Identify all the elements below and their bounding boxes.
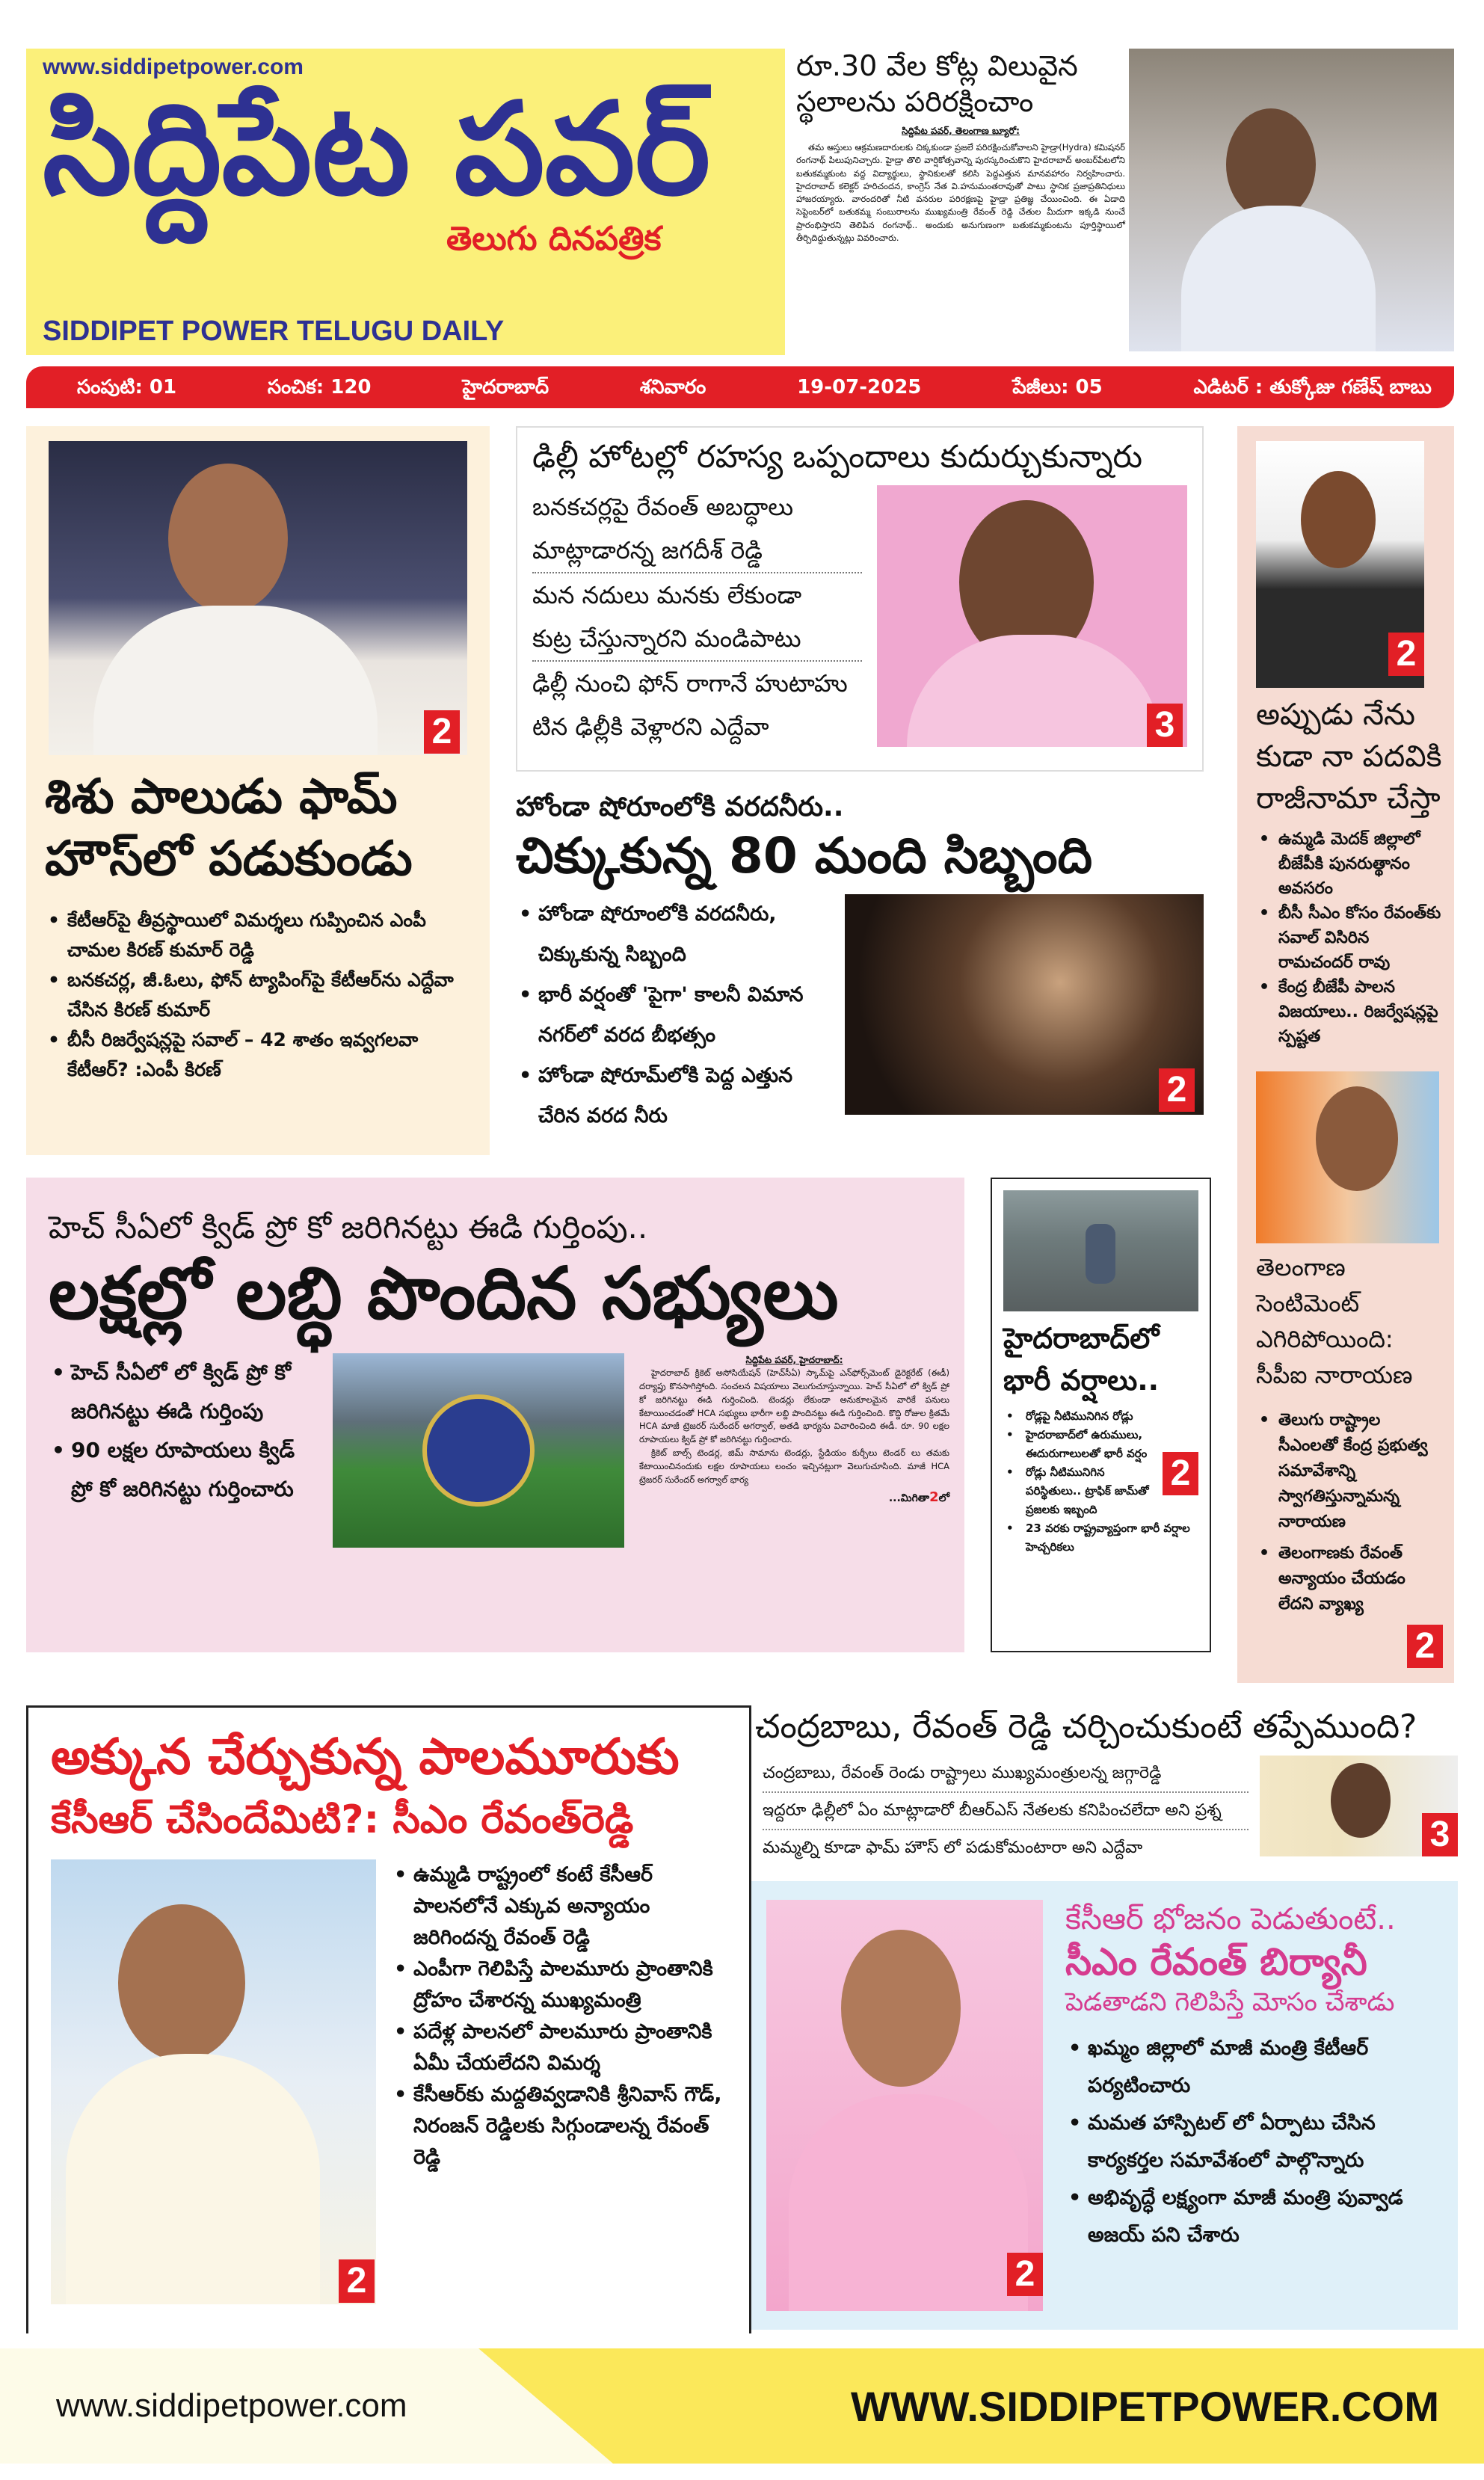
story-hca-headline[interactable]: లక్షల్లో లబ్ధి పొందిన సభ్యులు bbox=[49, 1251, 839, 1335]
line: చంద్రబాబు, రేవంత్ రెండు రాష్ట్రాలు ముఖ్యమంత్రులన్న జగ్గారెడ్డి bbox=[763, 1756, 1249, 1793]
story-honda bbox=[516, 790, 1204, 1136]
day: శనివారం bbox=[639, 376, 706, 399]
story-hca-bullets bbox=[49, 1353, 333, 1548]
story-rain-page-badge: 2 bbox=[1163, 1452, 1198, 1495]
masthead-english-name: SIDDIPET POWER TELUGU DAILY bbox=[43, 316, 505, 347]
story-rain-bullets bbox=[1003, 1407, 1198, 1557]
top-story-body: తమ ఆస్తులు ఆక్రమణదారులకు చిక్కకుండా ప్రజలే పరిరక్షించుకోవాలని హైడ్రా(Hydra) కమిషనర్ రంగనాథ్ పిలుపునిచ్చారు. హైడ్రా తొలి వార్షికోత్సవాన్ని పురస్కరించుకొని హైదరాబాద్ అంబర్‌పేటలోని బతుకమ్మకుంట వద్ద విద్యార్థులు, స్థానికులతో కలిసి పెద్దఎత్తున మానవహారం నిర్వహించారు. హైదరాబాద్ కలెక్టర్ హరిచందన, కాంగ్రెస్ నేత వి.హనుమంతరావుతో పాటు స్థానిక ప్రజాప్రతినిధులు హాజరయ్యారు. వారందరితో నీటి వనరుల పరిరక్షణపై హైడ్రా ప్రతిజ్ఞ చేయించింది. ఈ ఏడాది సెప్టెంబర్‌లో బతుకమ్మ సంబురాలను ముఖ్యమంత్రి రేవంత్ రెడ్డి చేతుల మీదుగా ఇక్కడి నుంచే ప్రారంభిస్తారని తెలిపిన రంగనాథ్.. అందుకు అనుగుణంగా బతుకమ్మకుంటను పూర్తిస్థాయిలో తీర్చిదిద్దుతున్నట్లు వివరించారు. bbox=[796, 142, 1125, 243]
story-delhi-page-badge: 3 bbox=[1147, 704, 1183, 747]
line: టిన ఢిల్లీకి వెళ్లారని ఎద్దేవా bbox=[532, 712, 769, 741]
story-hca bbox=[26, 1178, 964, 1652]
story-chandrababu-photo bbox=[1260, 1756, 1458, 1856]
story-rain-headline[interactable]: హైదరాబాద్‌లో భారీ వర్షాలు.. bbox=[1003, 1322, 1160, 1397]
bullet: • హెచ్ సీఏలో లో క్విడ్ ప్రో కో జరిగినట్టు ఈడి గుర్తింపు bbox=[49, 1353, 321, 1431]
story-chandrababu-lines bbox=[755, 1756, 1260, 1866]
story-right1-photo bbox=[1256, 441, 1424, 688]
story-ktr-page-badge: 2 bbox=[1007, 2253, 1043, 2296]
bullet: • పదేళ్ల పాలనలో పాలమూరు ప్రాంతానికి ఏమీ చేయలేదని విమర్శ bbox=[391, 2016, 734, 2079]
story-left bbox=[26, 426, 490, 1155]
story-delhi bbox=[516, 426, 1204, 772]
top-story-dateline: సిద్దిపేట పవర్, తెలంగాణ బ్యూరో: bbox=[902, 126, 1020, 136]
story-hca-photo bbox=[333, 1353, 624, 1548]
continued-page: 2 bbox=[929, 1489, 939, 1505]
story-right2-headline[interactable]: తెలంగాణ సెంటిమెంట్ ఎగిరిపోయింది: సీపీఐ నారాయణ bbox=[1256, 1253, 1413, 1389]
story-chandrababu bbox=[751, 1705, 1458, 1866]
story-honda-bullets bbox=[516, 894, 845, 1136]
story-ktr-headline-1[interactable]: కేసీఆర్ భోజనం పెడుతుంటే.. bbox=[1065, 1902, 1396, 1937]
masthead bbox=[26, 49, 785, 355]
footer-right-url[interactable]: WWW.SIDDIPETPOWER.COM bbox=[850, 2382, 1439, 2430]
bullet: • ఖమ్మం జిల్లాలో మాజీ మంత్రి కేటీఆర్ పర్యటించారు bbox=[1065, 2030, 1450, 2105]
bullet: • కేసీఆర్‌కు మద్దతివ్వడానికి శ్రీనివాస్ గౌడ్, నిరంజన్ రెడ్డిలకు సిగ్గుండాలన్న రేవంత్ రెడ్డి bbox=[391, 2079, 734, 2173]
story-honda-kicker: హోండా షోరూంలోకి వరదనీరు.. bbox=[516, 792, 844, 822]
bullet: • తెలంగాణకు రేవంత్ అన్యాయం చేయడం లేదని వ్యాఖ్య bbox=[1256, 1541, 1443, 1617]
footer bbox=[0, 2348, 1484, 2464]
story-chandrababu-page-badge: 3 bbox=[1422, 1813, 1458, 1856]
pages: పేజీలు: 05 bbox=[1012, 376, 1103, 399]
bullet: • 23 వరకు రాష్ట్రవ్యాప్తంగా భారీ వర్షాల హెచ్చరికలు bbox=[1003, 1519, 1198, 1557]
bullet: • హోండా షోరూంలోకి వరదనీరు, చిక్కుకున్న సిబ్బంది bbox=[516, 894, 837, 975]
story-palamuru-page-badge: 2 bbox=[339, 2259, 375, 2303]
masthead-website[interactable]: www.siddipetpower.com bbox=[43, 55, 304, 79]
bullet: • ఎంపీగా గెలిపిస్తే పాలమూరు ప్రాంతానికి ద్రోహం చేశారన్న ముఖ్యమంత్రి bbox=[391, 1954, 734, 2016]
story-right1-bullets bbox=[1256, 827, 1443, 1049]
story-ktr-photo bbox=[766, 1900, 1043, 2311]
top-story-headline-1[interactable]: రూ.30 వేల కోట్ల విలువైన bbox=[796, 49, 1078, 82]
masthead-tagline: తెలుగు దినపత్రిక bbox=[446, 220, 662, 258]
bullet: • ఉమ్మడి మెదక్ జిల్లాలో బీజేపీకి పునరుత్థానం అవసరం bbox=[1256, 827, 1443, 901]
story-rain bbox=[991, 1178, 1211, 1652]
story-right2-photo bbox=[1256, 1071, 1439, 1243]
bullet: • రోడ్లు నీటిమునిగిన పరిస్థితులు.. ట్రాఫిక్ జామ్‌తో ప్రజలకు ఇబ్బంది bbox=[1003, 1463, 1198, 1519]
story-hca-dateline: సిద్దిపేట పవర్, హైదరాబాద్: bbox=[745, 1354, 843, 1365]
story-ktr-headline-3[interactable]: పెడతాడని గెలిపిస్తే మోసం చేశాడు bbox=[1065, 1987, 1395, 2017]
story-delhi-lines bbox=[532, 485, 877, 748]
bullet: • హోండా షోరూమ్‌లోకి పెద్ద ఎత్తున చేరిన వరద నీరు bbox=[516, 1056, 837, 1136]
story-left-page-badge: 2 bbox=[424, 710, 460, 754]
story-palamuru-headline-2[interactable]: కేసీఆర్ చేసిందేమిటి?: సీఎం రేవంత్‌రెడ్డి bbox=[51, 1797, 634, 1842]
top-story-headline-2[interactable]: స్థలాలను పరిరక్షించాం bbox=[796, 84, 1034, 118]
story-left-photo bbox=[49, 441, 467, 755]
story-left-headline[interactable]: శిశు పాలుడు ఫామ్ హౌస్‌లో పడుకుండు bbox=[45, 769, 413, 887]
masthead-title: సిద్దిపేట పవర్ bbox=[43, 76, 711, 224]
line: మమ్మల్ని కూడా ఫామ్ హౌస్ లో పడుకోమంటారా అని ఎద్దేవా bbox=[763, 1839, 1143, 1858]
continued[interactable] bbox=[639, 1487, 949, 1508]
bullet: • 90 లక్షల రూపాయలు క్విడ్ ప్రో కో జరిగినట్టు గుర్తించారు bbox=[49, 1431, 321, 1509]
info-bar bbox=[26, 366, 1454, 408]
story-right2-page-badge: 2 bbox=[1407, 1625, 1443, 1668]
bullet: • బీసీ రిజర్వేషన్లపై సవాల్ – 42 శాతం ఇవ్వగలవా కేటీఆర్? :ఎంపీ కిరణ్ bbox=[45, 1025, 471, 1085]
continued-suffix: లో bbox=[938, 1492, 949, 1504]
line: బనకచర్లపై రేవంత్ అబద్ధాలు bbox=[532, 492, 794, 521]
story-hca-body-p2: క్రికెట్ బాల్స్ టెండర్ల, జిమ్ సామాను టెండర్లు, స్టేడియం కుర్చీలు టెండర్ లు తమకు కేటాయించినందుకు లక్షల రూపాయలు లంచం ఇచ్చినట్లుగా వెలుగుచూసింది. మాజీ HCA ట్రెజరర్ సురేందర్ అగర్వాల్ భార్య bbox=[639, 1447, 949, 1485]
bullet: • కేంద్ర బీజేపీ పాలన విజయాలు.. రిజర్వేషన్లపై స్పష్టత bbox=[1256, 975, 1443, 1049]
volume: సంపుటి: 01 bbox=[77, 376, 177, 399]
top-story bbox=[796, 49, 1125, 355]
story-right1-headline[interactable]: అప్పుడు నేను కుడా నా పదవికి రాజీనామా చేస్తా bbox=[1256, 698, 1442, 816]
line: ఇద్దరూ ఢిల్లీలో ఏం మాట్లాడారో బీఆర్ఎస్ నేతలకు కనిపించలేదా అని ప్రశ్న bbox=[763, 1793, 1249, 1830]
bullet: • కేటీఆర్‌పై తీవ్రస్థాయిలో విమర్శలు గుప్పించిన ఎంపీ చామల కిరణ్ కుమార్ రెడ్డి bbox=[45, 905, 471, 965]
right-column bbox=[1237, 426, 1454, 1683]
story-right1-page-badge: 2 bbox=[1388, 633, 1424, 676]
hca-logo bbox=[422, 1394, 535, 1507]
editor: ఎడిటర్ : తుక్కోజు గణేష్ బాబు bbox=[1193, 376, 1432, 399]
city: హైదరాబాద్ bbox=[462, 376, 549, 399]
line: ఢిల్లీ నుంచి ఫోన్ రాగానే హుటాహు bbox=[532, 668, 848, 698]
story-honda-headline[interactable]: చిక్కుకున్న 80 మంది సిబ్బంది bbox=[516, 826, 1093, 884]
story-palamuru bbox=[26, 1705, 751, 2333]
story-ktr-headline-2[interactable]: సీఎం రేవంత్ బిర్యానీ bbox=[1065, 1940, 1367, 1984]
date: 19-07-2025 bbox=[797, 376, 922, 399]
story-left-bullets bbox=[45, 905, 471, 1085]
story-chandrababu-headline[interactable]: చంద్రబాబు, రేవంత్ రెడ్డి చర్చించుకుంటే తప్పేముంది? bbox=[755, 1708, 1417, 1746]
story-ktr bbox=[751, 1881, 1458, 2330]
story-hca-kicker: హెచ్ సీఏలో క్విడ్ ప్రో కో జరిగినట్టు ఈడి గుర్తింపు.. bbox=[49, 1209, 648, 1246]
story-delhi-headline[interactable]: ఢిల్లీ హోటల్లో రహస్య ఒప్పందాలు కుదుర్చుకున్నారు bbox=[532, 438, 1142, 475]
story-right2-bullets bbox=[1256, 1408, 1443, 1617]
bullet: • మమత హాస్పిటల్ లో ఏర్పాటు చేసిన కార్యకర్తల సమావేశంలో పాల్గొన్నారు bbox=[1065, 2105, 1450, 2179]
story-palamuru-photo bbox=[51, 1859, 376, 2304]
story-rain-photo bbox=[1003, 1190, 1198, 1311]
top-story-photo bbox=[1129, 49, 1454, 351]
story-palamuru-bullets bbox=[391, 1859, 734, 2304]
bullet: • హైదరాబాద్‌లో ఉరుములు, ఈదురుగాలులతో భారీ వర్షం bbox=[1003, 1426, 1198, 1463]
bullet: • రోడ్లపై నీటిమునిగిన రోడ్లు bbox=[1003, 1407, 1198, 1426]
story-palamuru-headline-1[interactable]: అక్కున చేర్చుకున్న పాలమూరుకు bbox=[51, 1728, 680, 1785]
bullet: • బనకచర్ల, జీ.ఓలు, ఫోన్ ట్యాపింగ్‌పై కేటీఆర్‌ను ఎద్దేవా చేసిన కిరణ్ కుమార్ bbox=[45, 965, 471, 1025]
line: కుట్ర చేస్తున్నారని మండిపాటు bbox=[532, 617, 862, 662]
story-hca-body-p1: హైదరాబాద్ క్రికెట్ అసోసియేషన్ (హెచ్‌సీఏ) స్కామ్‌పై ఎన్‌ఫోర్స్‌మెంట్ డైరెక్టరేట్ (ఈడీ) దర్యాప్తు కొనసాగిస్తోంది. సంచలన విషయాలు వెలుగుచూస్తున్నాయి. హెచ్ సీఏలో లో క్విడ్ ప్రో కో జరిగినట్టు ఈడి గుర్తించింది. టెండర్లు లేకుండా అనుకూలమైన వారికే పనులు కేటాయించడంతో HCA సభ్యులు భారీగా లబ్ది పొందినట్టు ఈడి గుర్తించింది. కొద్ది రోజుల క్రితమే HCA మాజీ ట్రెజరర్ సురేందర్ అగర్వాల్, అతడి భార్యను విచారించింది ఈడీ. రూ. 90 లక్షల రూపాయలు క్విడ్ ప్రో కో జరిగినట్టు గుర్తించారు. bbox=[639, 1367, 949, 1445]
bullet: • బీసీ సీఎం కోసం రేవంత్‌కు సవాల్ విసిరిన రామచందర్ రావు bbox=[1256, 901, 1443, 975]
bullet: • అభివృద్ధే లక్ష్యంగా మాజీ మంత్రి పువ్వాడ అజయ్ పని చేశారు bbox=[1065, 2179, 1450, 2254]
bullet: • భారీ వర్షంతో 'పైగా' కాలనీ విమాన నగర్‌లో వరద బీభత్సం bbox=[516, 975, 837, 1056]
line: మాట్లాడారన్న జగదీశ్ రెడ్డి bbox=[532, 529, 862, 573]
story-honda-photo bbox=[845, 894, 1204, 1115]
footer-left-url[interactable]: www.siddipetpower.com bbox=[56, 2387, 407, 2424]
bullet: • తెలుగు రాష్ట్రాల సీఎంలతో కేంద్ర ప్రభుత్వ సమావేశాన్ని స్వాగతిస్తున్నామన్న నారాయణ bbox=[1256, 1408, 1443, 1535]
story-ktr-bullets bbox=[1065, 2030, 1450, 2254]
story-honda-page-badge: 2 bbox=[1159, 1068, 1195, 1112]
story-hca-body bbox=[639, 1353, 949, 1548]
bullet: • ఉమ్మడి రాష్ట్రంలో కంటే కేసీఆర్ పాలనలోనే ఎక్కువ అన్యాయం జరిగిందన్న రేవంత్ రెడ్డి bbox=[391, 1859, 734, 1954]
story-delhi-photo bbox=[877, 485, 1187, 747]
issue: సంచిక: 120 bbox=[267, 376, 372, 399]
line: మన నదులు మనకు లేకుండా bbox=[532, 580, 802, 609]
continued-label: ...మిగితా bbox=[888, 1492, 930, 1504]
